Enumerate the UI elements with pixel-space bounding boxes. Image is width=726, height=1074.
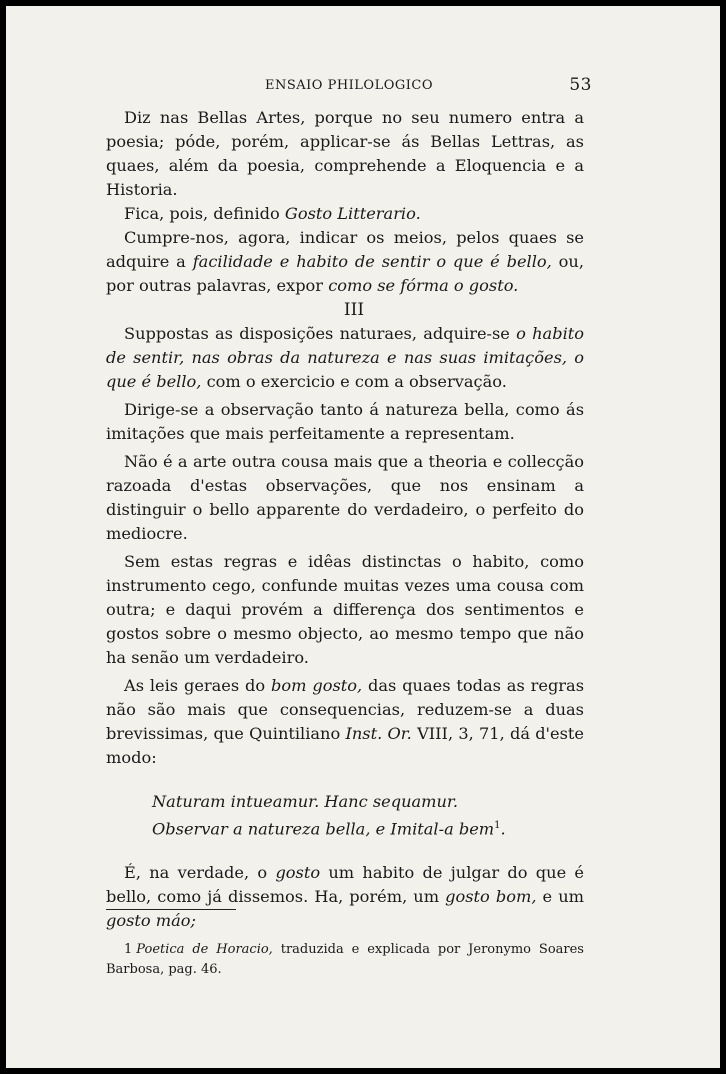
paragraph-3-italic-a: facilidade e habito de sentir o que é bello, [192, 252, 552, 271]
paragraph-9-italic-a: gosto [275, 863, 321, 883]
paragraph-8-text-c: VIII, 3, 71, dá d'este modo: [106, 724, 584, 767]
paragraph-9-text-a: É, na verdade, o [124, 863, 276, 883]
paragraph-1: Diz nas Bellas Artes, porque no seu numero entra a poesia; póde, porém, applicar-se ás Bellas Lettras, as quaes, além da poesia, comprehende a Eloquencia e a Historia. [106, 108, 584, 199]
paragraph-6: Não é a arte outra cousa mais que a theoria e collecção razoada d'estas observações, que nos ensinam a distinguir o bello apparente do verdadeiro, o perfeito do mediocre. [106, 452, 584, 543]
paragraph-7: Sem estas regras e idêas distinctas o habito, como instrumento cego, confunde muitas vezes uma cousa com outra; e daqui provém a differença dos sentimentos e gostos sobre o mesmo objecto, ao mesmo tempo que não ha senão um verdadeiro. [106, 552, 584, 667]
paragraph-4-italic: o habito de sentir, nas obras da natureza e nas suas imitações, o que é bello, [106, 324, 584, 391]
footnote-text: traduzida e explicada por Jeronymo Soares Barbosa, pag. 46. [106, 942, 584, 977]
paragraph-8-text-a: As leis geraes do [124, 676, 272, 695]
paragraph-9 [106, 861, 584, 933]
verse-line-2-text: Observar a natureza bella, e Imital-a bem [152, 819, 495, 839]
paragraph-8-text-b: das quaes todas as regras não são mais que consequencias, reduzem-se a duas brevissimas, que Quintiliano [106, 676, 585, 743]
paragraph-9-italic-b: gosto bom, [445, 887, 537, 907]
paragraph-8-italic-b: Inst. Or. [345, 724, 412, 743]
quoted-verse [106, 790, 584, 841]
paragraph-4-text-b: com o exercicio e com a observação. [201, 372, 507, 391]
paragraph-8-italic-a: bom gosto, [271, 676, 363, 695]
paragraph-9-italic-c: gosto máo; [106, 911, 197, 931]
footnote [106, 940, 584, 980]
paragraph-2 [106, 202, 584, 226]
paragraph-3 [106, 226, 584, 298]
verse-line-1: Naturam intueamur. Hanc sequamur. [152, 792, 459, 811]
paragraph-2-text: Fica, pois, definido [124, 204, 285, 223]
book-page [6, 6, 720, 1068]
running-title: ENSAIO PHILOLOGICO [264, 78, 433, 93]
paragraph-3-text-b: ou, por outras palavras, expor [106, 252, 584, 295]
footnote-rule [106, 909, 236, 910]
page-number: 53 [569, 75, 592, 95]
paragraph-4-text-a: Suppostas as disposições naturaes, adquire-se [124, 324, 517, 343]
paragraph-2-italic: Gosto Litterario. [284, 204, 421, 223]
footnote-marker: 1 [494, 820, 501, 831]
paragraph-9-text-c: e um [536, 887, 584, 907]
paragraph-3-italic-b: como se fórma o gosto. [328, 276, 519, 295]
paragraph-5: Dirige-se a observação tanto á natureza bella, como ás imitações que mais perfeitamente a representam. [106, 400, 584, 443]
paragraph-8 [106, 674, 584, 770]
verse-line-2: Observar a natureza bella, e Imital-a bem$^1$. [152, 819, 506, 839]
footnote-number: 1 [124, 942, 133, 957]
paragraph-9-text-b: um habito de julgar do que é bello, como já dissemos. Ha, porém, um [106, 863, 585, 907]
page-body [106, 106, 584, 933]
paragraph-4 [106, 322, 584, 394]
section-heading: III [343, 300, 365, 320]
paragraph-3-text-a: Cumpre-nos, agora, indicar os meios, pelos quaes se adquire a [106, 228, 584, 271]
footnote-title: Poetica de Horacio, [136, 942, 273, 957]
